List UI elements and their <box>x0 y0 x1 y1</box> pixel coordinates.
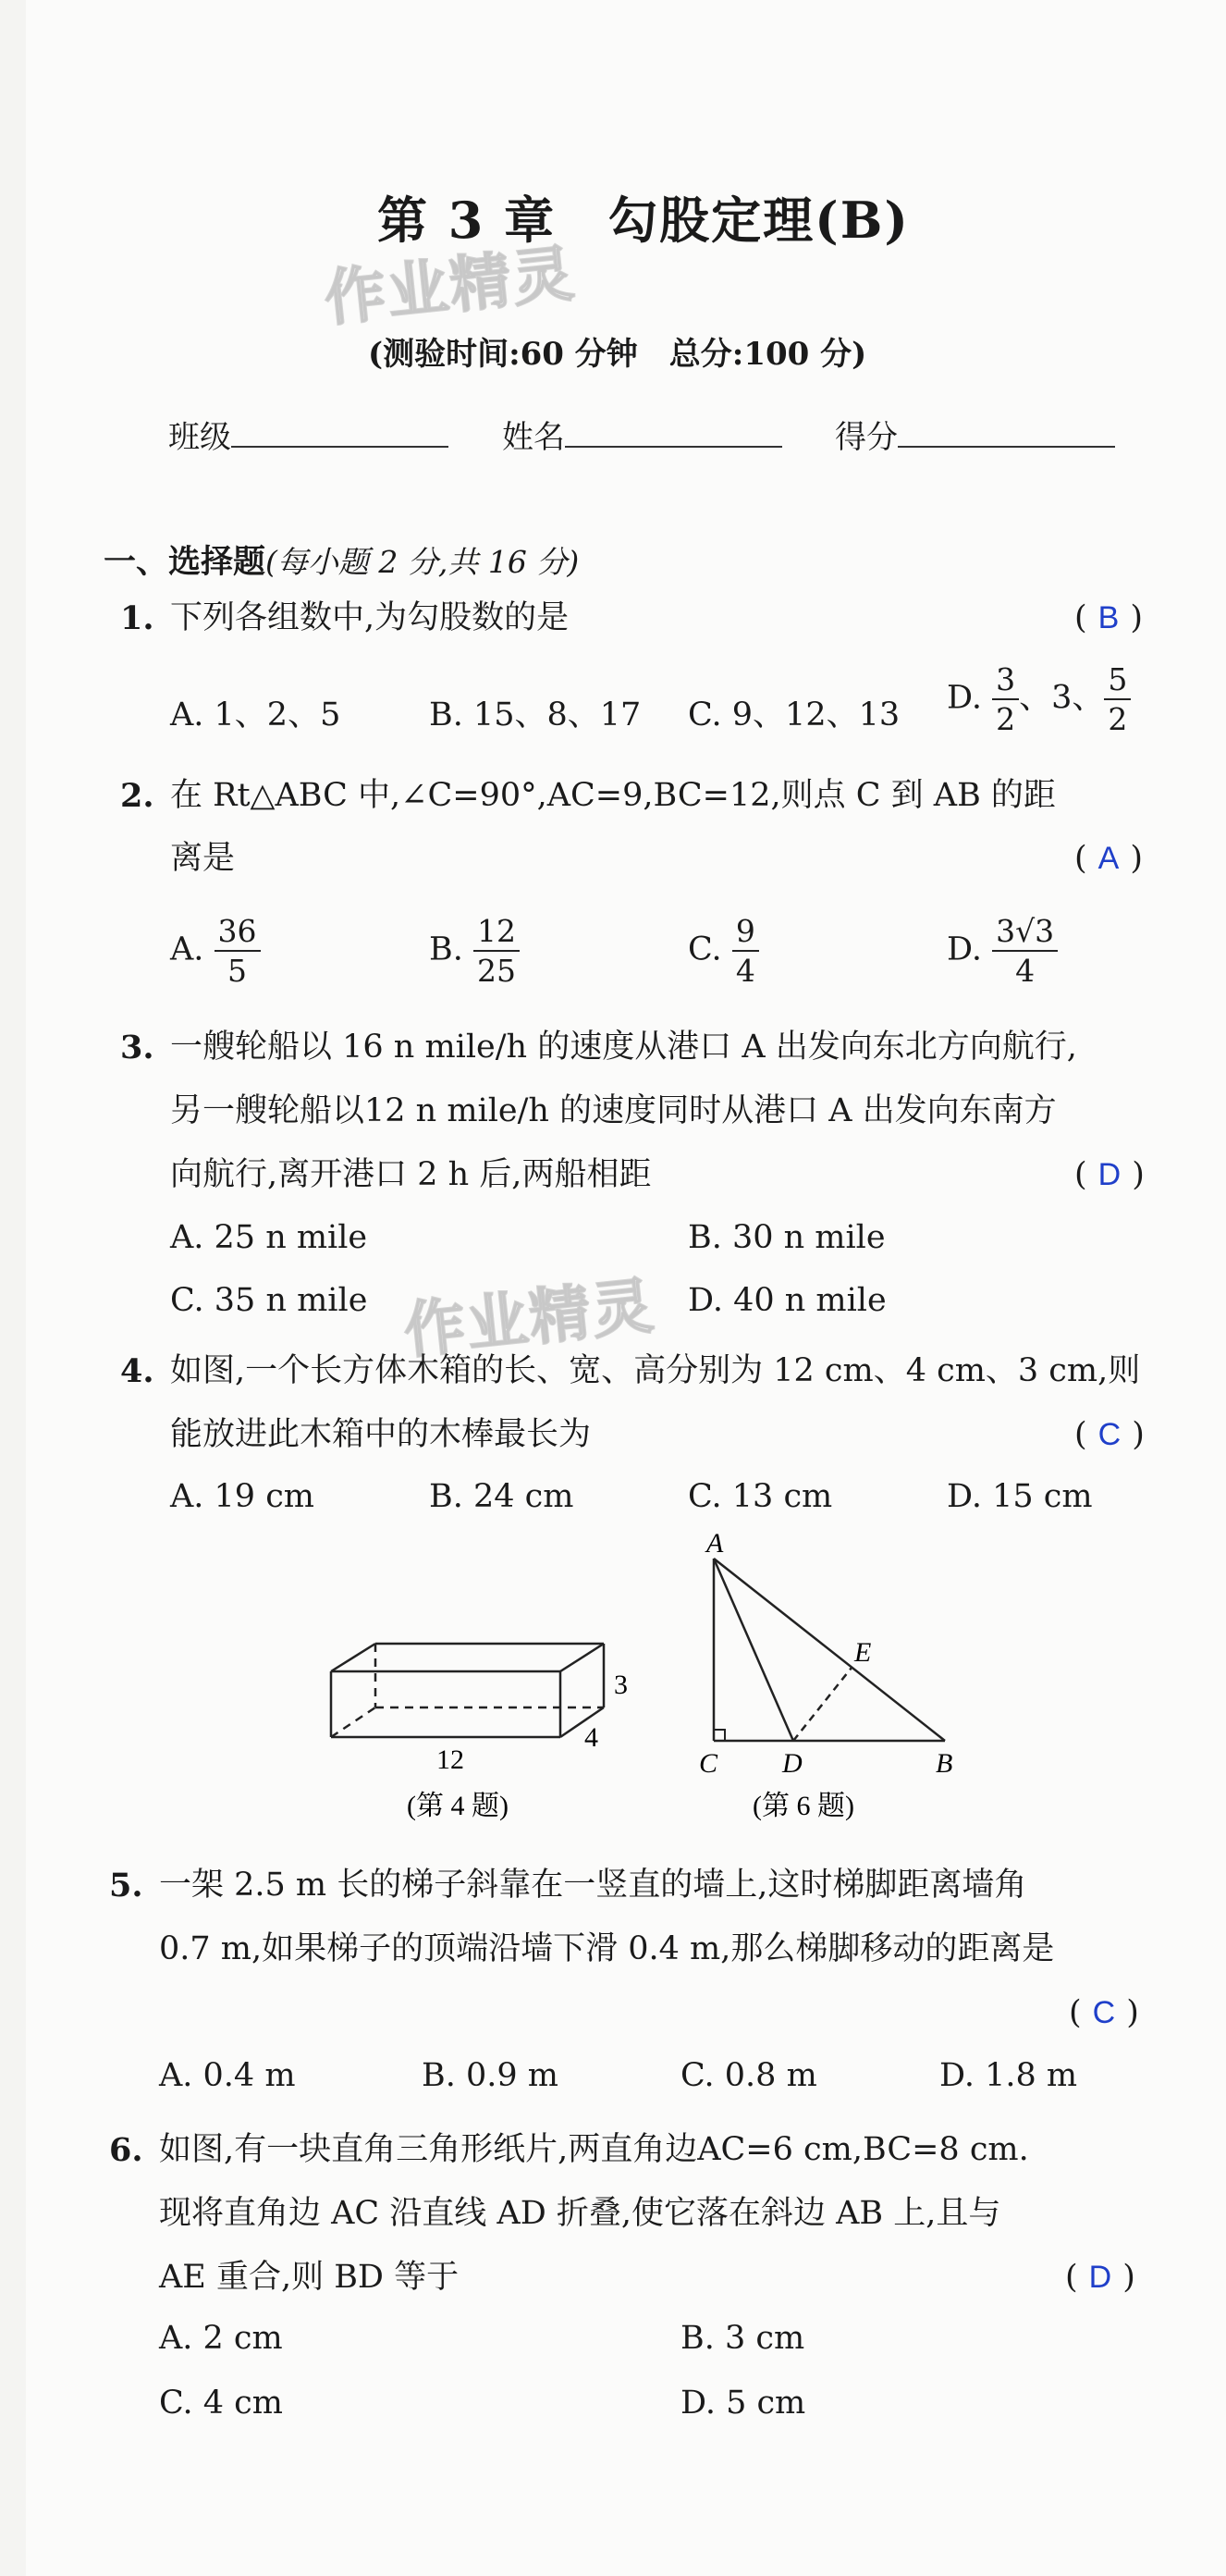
q2-stem-line-1: 在 Rt△ABC 中,∠C=90°,AC=9,BC=12,则点 C 到 AB 的距 <box>170 777 1056 814</box>
q5-option-d[interactable]: D. 1.8 m <box>939 2057 1078 2094</box>
fig6-label-b: B <box>936 1748 953 1779</box>
q2-a-fraction <box>215 913 261 989</box>
class-blank[interactable] <box>231 414 448 448</box>
q1-option-a[interactable]: A. 1、2、5 <box>170 696 341 733</box>
name-blank[interactable] <box>565 414 782 448</box>
q1-answer-letter: B <box>1097 600 1120 635</box>
tri-fold-ad <box>714 1559 793 1741</box>
q6-stem-line-1: 如图,有一块直角三角形纸片,两直角边AC=6 cm,BC=8 cm. <box>159 2131 1029 2168</box>
q5-stem-line-1: 一架 2.5 m 长的梯子斜靠在一竖直的墙上,这时梯脚距离墙角 <box>159 1867 1027 1904</box>
section-title-text: 一、选择题 <box>104 543 266 581</box>
q2-answer <box>1074 840 1143 877</box>
frac-num: 12 <box>473 916 520 952</box>
q3-option-b[interactable]: B. 30 n mile <box>688 1219 886 1256</box>
frac-den: 2 <box>1108 701 1128 737</box>
q2-option-b[interactable] <box>429 913 520 989</box>
fig4-width-label: 4 <box>584 1722 598 1753</box>
paren-close: ) <box>1132 1156 1145 1193</box>
watermark: 作业精灵 <box>321 237 579 335</box>
q6-option-b[interactable]: B. 3 cm <box>680 2320 805 2357</box>
q1-option-c[interactable]: C. 9、12、13 <box>688 696 901 733</box>
fig6-caption: (第 6 题) <box>753 1791 854 1821</box>
class-label: 班级 <box>168 419 231 456</box>
watermark-2: 作业精灵 <box>400 1269 658 1367</box>
figure-4-box <box>331 1644 604 1737</box>
q2-c-fraction <box>732 913 759 989</box>
q3-option-c[interactable]: C. 35 n mile <box>170 1282 368 1319</box>
q2-option-a[interactable] <box>170 913 261 989</box>
frac-den: 5 <box>227 953 248 989</box>
fig6-label-c: C <box>699 1748 718 1779</box>
figures-svg <box>314 1526 980 1822</box>
q2-option-d[interactable] <box>947 913 1058 989</box>
fig4-length-label: 12 <box>436 1744 464 1775</box>
q2-c-prefix: C. <box>688 931 722 968</box>
section-note: (每小题 2 分,共 16 分) <box>265 544 580 580</box>
q3-stem-line-3: 向航行,离开港口 2 h 后,两船相距 <box>170 1156 652 1193</box>
q5-stem-line-2: 0.7 m,如果梯子的顶端沿墙下滑 0.4 m,那么梯脚移动的距离是 <box>159 1930 1055 1967</box>
q5-option-a[interactable]: A. 0.4 m <box>159 2057 296 2094</box>
q1-option-d[interactable] <box>947 661 1131 737</box>
fig6-label-e: E <box>854 1637 872 1668</box>
fig6-label-d: D <box>782 1748 803 1779</box>
q6-answer <box>1065 2259 1135 2296</box>
q2-option-c[interactable] <box>688 913 759 989</box>
q4-answer-letter: C <box>1097 1417 1122 1452</box>
box-top-left-edge <box>331 1644 375 1671</box>
name-field[interactable] <box>502 412 782 457</box>
q2-a-prefix: A. <box>170 931 204 968</box>
fig4-height-label: 3 <box>614 1670 628 1700</box>
right-angle-mark <box>714 1730 725 1741</box>
q3-number: 3. <box>120 1029 154 1066</box>
q4-stem-line-1: 如图,一个长方体木箱的长、宽、高分别为 12 cm、4 cm、3 cm,则 <box>170 1352 1141 1389</box>
frac-num: 36 <box>215 916 261 952</box>
q4-number: 4. <box>120 1352 154 1390</box>
q5-number: 5. <box>109 1867 143 1904</box>
q4-answer <box>1074 1416 1145 1453</box>
q4-option-c[interactable]: C. 13 cm <box>688 1478 833 1515</box>
q5-option-b[interactable]: B. 0.9 m <box>422 2057 558 2094</box>
score-blank[interactable] <box>898 414 1115 448</box>
q6-stem-line-3: AE 重合,则 BD 等于 <box>159 2259 460 2296</box>
figure-6-triangle <box>714 1559 945 1741</box>
q6-option-d[interactable]: D. 5 cm <box>680 2385 806 2422</box>
q1-stem: 下列各组数中,为勾股数的是 <box>170 599 570 636</box>
q1-d-fraction-1 <box>992 661 1019 737</box>
q6-number: 6. <box>109 2131 143 2169</box>
q3-answer-letter: D <box>1097 1157 1122 1192</box>
score-label: 得分 <box>835 419 898 456</box>
frac-den: 2 <box>996 701 1016 737</box>
section-title <box>104 536 579 583</box>
q6-option-c[interactable]: C. 4 cm <box>159 2385 283 2422</box>
q5-answer-letter: C <box>1092 1995 1116 2030</box>
fig4-caption: (第 4 题) <box>407 1791 509 1821</box>
q5-option-c[interactable]: C. 0.8 m <box>680 2057 817 2094</box>
q1-option-b[interactable]: B. 15、8、17 <box>429 696 642 733</box>
frac-num: 3 <box>992 664 1019 700</box>
paren-open: ( <box>1074 1156 1087 1193</box>
q4-option-a[interactable]: A. 19 cm <box>170 1478 314 1515</box>
q1-number: 1. <box>120 599 154 637</box>
page-subtitle: (测验时间:60 分钟 总分:100 分) <box>368 336 867 373</box>
paren-open: ( <box>1074 1416 1087 1453</box>
frac-num: 3√3 <box>992 916 1058 952</box>
q2-d-fraction <box>992 913 1058 989</box>
q4-option-b[interactable]: B. 24 cm <box>429 1478 574 1515</box>
q3-option-d[interactable]: D. 40 n mile <box>688 1282 887 1319</box>
box-top-right-edge <box>560 1644 604 1671</box>
frac-num: 5 <box>1104 664 1131 700</box>
q2-number: 2. <box>120 777 154 815</box>
frac-den: 4 <box>735 953 755 989</box>
paren-open: ( <box>1065 2259 1078 2296</box>
paren-close: ) <box>1132 1416 1145 1453</box>
q1-d-fraction-2 <box>1104 661 1131 737</box>
q1-d-prefix: D. <box>947 679 982 717</box>
q6-option-a[interactable]: A. 2 cm <box>159 2320 283 2357</box>
q6-stem-line-2: 现将直角边 AC 沿直线 AD 折叠,使它落在斜边 AB 上,且与 <box>159 2195 1001 2232</box>
q6-answer-letter: D <box>1088 2260 1112 2295</box>
fig6-label-a: A <box>706 1528 724 1559</box>
q2-stem-line-2: 离是 <box>170 840 236 877</box>
q4-stem-line-2: 能放进此木箱中的木棒最长为 <box>170 1416 592 1453</box>
q2-answer-letter: A <box>1097 841 1120 876</box>
q4-option-d[interactable]: D. 15 cm <box>947 1478 1093 1515</box>
tri-fold-de <box>793 1668 852 1741</box>
box-hidden-depth-edge <box>331 1707 375 1737</box>
paren-open: ( <box>1074 599 1087 636</box>
page-title: 第 3 章 勾股定理(B) <box>377 191 910 250</box>
paren-close: ) <box>1130 840 1143 877</box>
class-field[interactable] <box>168 412 448 457</box>
q1-answer <box>1074 599 1143 636</box>
score-field[interactable] <box>835 412 1115 457</box>
frac-den: 4 <box>1015 953 1036 989</box>
paren-close: ) <box>1122 2259 1135 2296</box>
q3-stem-line-1: 一艘轮船以 16 n mile/h 的速度从港口 A 出发向东北方向航行, <box>170 1029 1077 1066</box>
name-label: 姓名 <box>502 419 565 456</box>
q3-option-a[interactable]: A. 25 n mile <box>170 1219 368 1256</box>
q2-d-prefix: D. <box>947 931 982 968</box>
q1-d-mid: 、3、 <box>1019 679 1105 717</box>
paren-close: ) <box>1130 599 1143 636</box>
paren-open: ( <box>1069 1994 1082 2031</box>
frac-den: 25 <box>477 953 516 989</box>
q2-b-prefix: B. <box>429 931 463 968</box>
q2-b-fraction <box>473 913 520 989</box>
frac-num: 9 <box>732 916 759 952</box>
q3-stem-line-2: 另一艘轮船以12 n mile/h 的速度同时从港口 A 出发向东南方 <box>170 1092 1057 1129</box>
q3-answer <box>1074 1156 1145 1193</box>
paren-close: ) <box>1126 1994 1139 2031</box>
tri-side-ab <box>714 1559 945 1741</box>
q5-answer <box>1069 1994 1139 2031</box>
paren-open: ( <box>1074 840 1087 877</box>
